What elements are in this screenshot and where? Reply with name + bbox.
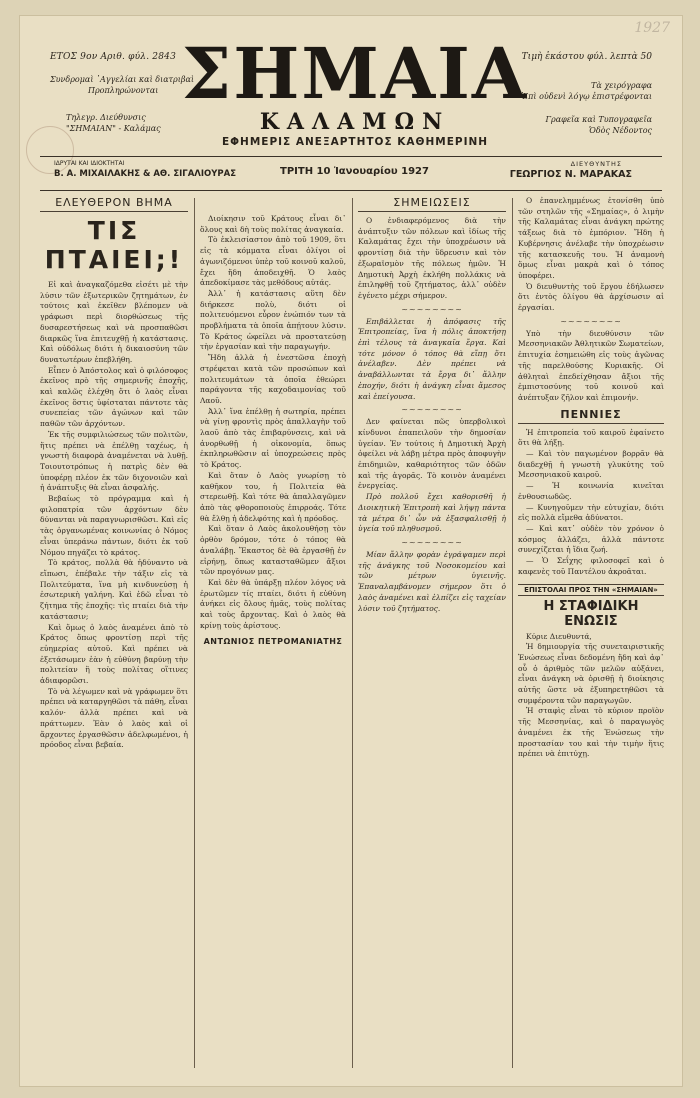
section-rubric: ΕΛΕΥΘΕΡΟΝ ΒΗΜΑ <box>40 196 188 212</box>
paragraph: Ἐκ τῆς συμφιλιώσεως τῶν πολιτῶν, ἥτις πρέπει νὰ ἐπέλθῃ ταχέως, ἡ γνωστὴ διαφορὰ ἀναμένεται νὰ λυθῇ. Τοιουτοτρόπως ἡ πατρὶς δὲν θὰ ὑποφέρῃ πλέον ἐκ τῶν διχονοιῶν καὶ ἡ ἀνάπτυξις θὰ εἶναι ἀσφαλής. <box>40 429 188 493</box>
founders: Β. Α. ΜΙΧΑΙΛΑΚΗΣ & ΑΘ. ΣΙΓΑΛΙΟΥΡΑΣ <box>54 169 237 179</box>
handwritten-note: 1927 <box>634 20 670 36</box>
paragraph: — Κυνηγοῦμεν τὴν εὐτυχίαν, διότι εἰς πολλὰ εἴμεθα ἀδύνατοι. <box>518 502 664 523</box>
issue-date: ΤΡΙΤΗ 10 Ἰανουαρίου 1927 <box>280 166 429 177</box>
paragraph: Ἀλλ᾿ ἡ κατάστασις αὕτη δὲν διήρκεσε πολὺ, διότι οἱ πολιτευόμενοι εὗρον ἐνώπιόν των τὰ προβλήματα τὰ ὁποῖα ἀπῄτουν λύσιν. Τὸ Κράτος ὠφείλει νὰ προστατεύσῃ τὴν ἐργασίαν καὶ τὴν παραγωγήν. <box>200 288 346 352</box>
telegraph-address: Τηλεγρ. Διεύθυνσις "ΣΗΜΑΙΑΝ" - Καλάμας <box>66 113 161 133</box>
paragraph: Ὁ διευθυντὴς τοῦ ἔργου ἐδήλωσεν ὅτι ἐντὸς ὀλίγου θὰ ἀρχίσωσιν αἱ ἐργασίαι. <box>518 281 664 313</box>
paragraph: — Ὁ Σεΐχης φιλοσοφεῖ καὶ ὁ καφενὲς τοῦ Παντέλου ἀκροᾶται. <box>518 556 664 576</box>
paragraph: Υπὸ τὴν διευθύνσιν τῶν Μεσσηνιακῶν Ἀθλητικῶν Σωματείων, ἐπιτυχία ἐσημειώθη εἰς τοὺς ἀγῶνας τῆς παρελθούσης Κυριακῆς. Οἱ ἀθληταὶ ἐπεδείχθησαν ἄξιοι τῆς ἐμπιστοσύνης τοῦ κοινοῦ καὶ ἀνέπτυξαν ζῆλον καὶ ἐπιμονήν. <box>518 328 664 402</box>
paragraph: Επιβάλλεται ἡ ἀπόφασις τῆς Ἐπιτροπείας, ἵνα ἡ πόλις ἀποκτήσῃ ἐπὶ τέλους τὰ ἀναγκαῖα ἔργα. Καὶ τότε μόνον ὁ τόπος θὰ εἴπῃ ὅτι ἀνέλαβεν. Δὲν πρέπει νὰ ἀναβάλλωνται τὰ ἔργα δι᾿ ἄλλην ἐποχήν, διότι ἡ ἀνάγκη εἶναι ἄμεσος καὶ ἐπείγουσα. <box>358 316 506 401</box>
paragraph: — Καὶ τὸν παγωμένον βορρᾶν θὰ διαδεχθῇ ἡ γνωστὴ γλυκύτης τοῦ Μεσσηνιακοῦ καιροῦ. <box>518 449 664 480</box>
section-rubric: ΣΗΜΕΙΩΣΕΙΣ <box>358 196 506 212</box>
paragraph: Ἤδη ἀλλὰ ἡ ἐνεστῶσα ἐποχὴ στρέφεται κατὰ τῶν προσώπων καὶ πολιτευμάτων τὰ ὁποῖα ἐθεώρει παράγοντα τῆς καχοδαιμονίας τοῦ Λαοῦ. <box>200 353 346 405</box>
author-signature: ΑΝΤΩΝΙΟΣ ΠΕΤΡΟΜΑΝΙΑΤΗΣ <box>203 637 343 647</box>
paragraph: Καὶ ὅταν ὁ Λαὸς γνωρίσῃ τὸ καθῆκον του, ἡ Πολιτεία θὰ στερεωθῇ. Καὶ τότε θὰ ἀπαλλαγῶμεν ἀπὸ τὰς φθοροποιοὺς ἐπιρροάς. Τότε θὰ ἔλθῃ ἡ ἀδελφότης καὶ ἡ πρόοδος. <box>200 470 346 523</box>
paragraph: Ἡ ἐπιτροπεία τοῦ καιροῦ ἐφαίνετο ὅτι θὰ λήξῃ. <box>518 427 664 448</box>
office-address: Γραφεῖα καὶ Τυπογραφεῖα Ὁδὸς Νέδοντος <box>545 115 652 135</box>
paragraph: Μίαν ἄλλην φορὰν ἐγράψαμεν περὶ τῆς ἀνάγκης τοῦ Νοσοκομείου καὶ τῶν μέτρων ὑγιεινῆς. Ἐπαναλαμβάνομεν σήμερον ὅτι ὁ λαὸς ἀναμένει καὶ ἐλπίζει εἰς ταχείαν λύσιν τοῦ ζητήματος. <box>358 549 506 613</box>
paragraph: — Ἡ κοινωνία κινεῖται ἐνθουσιωδῶς. <box>518 481 664 501</box>
column-3 <box>358 196 506 1076</box>
divider: ~~~~~~~~ <box>401 537 463 547</box>
divider: ~~~~~~~~ <box>401 405 463 415</box>
director-label: ΔΙΕΥΘΥΝΤΗΣ <box>570 160 622 168</box>
paragraph: Ἀλλ᾿ ἵνα ἐπέλθῃ ἡ σωτηρία, πρέπει νὰ γίνῃ φροντὶς πρὸς ἀπαλλαγὴν τοῦ λαοῦ ἀπὸ τὰς ἐπιβαρύνσεις, καὶ νὰ ἀνορθωθῇ ἡ οἰκονομία, ὅπως ἐκπληρωθῶσιν αἱ ὑποχρεώσεις πρὸς τὸ Κράτος. <box>200 406 346 470</box>
paragraph: Τὸ νὰ λέγωμεν καὶ νὰ γράφωμεν ὅτι πρέπει νὰ καταργηθῶσι τὰ πάθη, εἶναι καλόν· ἀλλὰ πρέπει καὶ νὰ πράττωμεν. Ἐὰν ὁ λαὸς καὶ οἱ ἄρχοντες ἐργασθῶσιν ἀδελφωμένοι, ἡ πρόοδος εἶναι βεβαία. <box>40 686 188 750</box>
paragraph: Ἡ σταφὶς εἶναι τὸ κύριον προϊὸν τῆς Μεσσηνίας, καὶ ὁ παραγωγὸς ἀναμένει ἐκ τῆς Ἑνώσεως τὴν προστασίαν του καὶ τὴν τιμὴν ἥτις πρέπει νὰ ἐπιτύχῃ. <box>518 706 664 759</box>
header-bottom-rule <box>40 190 662 191</box>
manuscript-note: Τὰ χειρόγραφα Ἐπὶ οὐδενὶ λόγῳ ἐπιστρέφονται <box>521 81 652 101</box>
issue-price: Τιμὴ ἑκάστου φύλ. λεπτὰ 50 <box>521 52 652 62</box>
paragraph: — Καὶ κατ᾿ οὐδὲν τὸν χρόνον ὁ κόσμος ἀλλάζει, ἀλλὰ πάντοτε συνεχίζεται ἡ ἴδια ζωή. <box>518 523 664 555</box>
paragraph: Πρὸ πολλοῦ ἔχει καθορισθῆ ἡ Διοικητικὴ Ἐπιτροπὴ καὶ λήψῃ πάντα τὰ μέτρα δι᾿ ὧν νὰ ἐξασφαλισθῇ ἡ ὑγεία τοῦ πληθυσμοῦ. <box>358 492 506 534</box>
column-divider <box>194 198 195 1068</box>
paragraph: Καὶ δὲν θὰ ὑπάρξῃ πλέον λόγος νὰ ἐρωτῶμεν τίς πταίει, διότι ἡ εὐθύνη ἀνήκει εἰς ὅλους ἡμᾶς, τοὺς πολίτας καὶ τοὺς ἄρχοντας. Καὶ ὁ λαὸς θὰ κρίνῃ τοὺς ἀρίστους. <box>200 577 346 630</box>
article-headline: ΤΙΣ ΠΤΑΙΕΙ;! <box>44 216 184 274</box>
paragraph: Καὶ ὅμως ὁ λαὸς ἀναμένει ἀπὸ τὸ Κράτος ὅπως φροντίσῃ περὶ τῆς εὐημερίας αὐτοῦ. Καὶ πρέπει νὰ ἐξετάσωμεν ἐὰν ἡ εὐθύνη βαρύνῃ τὴν πολιτείαν ἢ τοὺς πολίτας οἵτινες ἀδιαφορῶσι. <box>40 622 188 686</box>
masthead-rule <box>40 156 662 157</box>
newspaper-page <box>20 16 682 1086</box>
section-heading-stafidiki: Η ΣΤΑΦΙΔΙΚΗ ΕΝΩΣΙΣ <box>543 598 639 629</box>
paragraph: Ἡ δημιουργία τῆς συνεταιριστικῆς Ἑνώσεως εἶναι δεδομένη ἤδη καὶ ἀφ᾿ οὗ ὁ ἀριθμὸς τῶν μελῶν αὐξάνει, εἶναι ἀνάγκη νὰ ὁρισθῇ ἡ διοίκησις αὐτῆς ὥστε νὰ ἐξυπηρετηθῶσι τὰ συμφέροντα τῶν παραγωγῶν. <box>518 642 664 705</box>
paragraph: Βεβαίως τὸ πρόγραμμα καὶ ἡ φιλοπατρία τῶν ἀρχόντων δὲν δύνανται νὰ παραγνωρισθῶσι. Καὶ εἰς τὰς ὀργανωμένας κοινωνίας ὁ Νόμος εἶναι ὑπεράνω πάντων, διότι ἐκ τοῦ Νόμου πηγάζει τὸ κράτος. <box>40 494 188 557</box>
paragraph: Καὶ ὅταν ὁ Λαὸς ἀκολουθήσῃ τὸν ὀρθὸν δρόμον, τότε ὁ τόπος θὰ ἀναλάβῃ. Ἕκαστος δὲ θὰ ἐργασθῇ ἐν εἰρήνῃ, ὅπως κατασταθῶμεν ἄξιοι τῶν προγόνων μας. <box>200 524 346 577</box>
paragraph: Εἰ καὶ ἀναγκαζόμεθα εἰσέτι μὲ τὴν λύσιν τῶν ἐξωτερικῶν ζητημάτων, ἐν τούτοις καὶ ἐκεῖθεν βλέπομεν νὰ γράφωσι περὶ διορθώσεως τῆς δυσαρεστήσεως καὶ νὰ προσπαθῶσι διαρκῶς ἵνα ἐπιτευχθῇ ἡ κατάστασις. Καὶ οὐδόλως διότι ἡ δικαιοσύνη τῶν δυνατωτέρων ἐπεβλήθη. <box>40 280 188 364</box>
paragraph: Δεν φαίνεται πῶς ὑπερβολικοὶ κίνδυνοι ἐπαπειλοῦν τὴν δημοσίαν ὑγείαν. Ἐν τούτοις ἡ Δημοτικὴ Ἀρχὴ ὀφείλει νὰ λάβῃ μέτρα πρὸς ἀποφυγὴν ἐπιδημιῶν, καθαριότητος τῶν ὁδῶν καὶ τῆς ἀγορᾶς. Τὸ κοινὸν ἀναμένει ἐνεργείας. <box>358 417 506 491</box>
paragraph: Εἶπεν ὁ Ἀπόστολος καὶ ὁ φιλόσοφος ἐκεῖνος πρὸ τῆς σημερινῆς ἐποχῆς, καὶ καλῶς ἐλέχθη ὅτι ὁ λαὸς εἶναι ἐκεῖνος ὅστις ὑφίσταται πάντοτε τὰς συνεπείας τῶν ἀγώνων καὶ τῶν παθῶν τῶν ἀρχόντων. <box>40 365 188 429</box>
paragraph: Τὸ κράτος, πολλὰ θὰ ἠδύναντο νὰ εἴπωσι, ἐπέβαλε τὴν τάξιν εἰς τὰ Πολιτεύματα, ἵνα μὴ κινδυνεύσῃ ἡ ἐσωτερικὴ γαλήνη. Καὶ ἐδῶ εἶναι τὸ ζήτημα τῆς ἐποχῆς: τὶς πταίει διὰ τὴν κατάστασιν; <box>40 558 188 621</box>
paragraph: Τὸ ἐκλεισίαστον ἀπὸ τοῦ 1909, ὅτι εἰς τὰ κόμματα εἶναι ὀλίγοι οἱ ἀγωνιζόμενοι ὑπὲρ τοῦ κοινοῦ καλοῦ, ἔχει ἤδη ἀποδειχθῆ. Ὁ λαὸς ἀπεδοκίμασε τὰς μεθόδους αὐτάς. <box>200 235 346 288</box>
paragraph: Ο ἐνδιαφερόμενος διὰ τὴν ἀνάπτυξιν τῶν πόλεων καὶ ἰδίως τῆς Καλαμάτας ἔχει τὴν ὑποχρέωσιν νὰ φροντίσῃ διὰ τὴν ὕδρευσιν καὶ τὸν ἐξωραϊσμὸν τῆς πόλεως ἡμῶν. Ἡ Δημοτικὴ Ἀρχὴ ἐκλήθη πολλάκις νὰ ἐπιληφθῇ τοῦ ζητήματος, ἀλλ᾿ οὐδὲν ἐγένετο μέχρι σήμερον. <box>358 216 506 300</box>
column-divider <box>512 198 513 1068</box>
info-bar <box>40 160 662 190</box>
subscription-note: Συνδρομαὶ ᾿Αγγελίαι καὶ διατριβαὶ Προπληρώνονται <box>50 75 195 95</box>
column-2 <box>200 196 346 1076</box>
paragraph: Διοίκησιν τοῦ Κράτους εἶναι δι᾿ ὅλους καὶ δὴ τοὺς πολίτας ἀναγκαία. <box>200 214 346 234</box>
column-1 <box>40 196 188 1076</box>
divider: ~~~~~~~~ <box>401 304 463 314</box>
paragraph: Κύριε Διευθυντά, <box>526 631 592 641</box>
section-heading-pennies: ΠΕΝΝΙΕΣ <box>518 408 664 424</box>
column-divider <box>352 198 353 1068</box>
newspaper-subtitle: ΚΑΛΑΜΩΝ <box>259 109 451 135</box>
letters-label: ΕΠΙΣΤΟΛΑΙ ΠΡΟΣ ΤΗΝ «ΣΗΜΑΙΑΝ» <box>518 584 664 596</box>
issue-number: ΕΤΟΣ 9ον Αριθ. φύλ. 2843 <box>50 52 177 62</box>
director-name: ΓΕΩΡΓΙΟΣ Ν. ΜΑΡΑΚΑΣ <box>509 169 632 180</box>
paragraph: Ο ἐπανελημμένως ἐτονίσθη ὑπὸ τῶν στηλῶν τῆς «Σημαίας», ὁ λιμὴν τῆς Καλαμάτας εἶναι ἀνάγκη πρώτης τάξεως διὰ τὸ ἐμπόριον. Ἤδη ἡ Κυβέρνησις ἀνέλαβε τὴν ὑποχρέωσιν τῆς κατασκευῆς του. Ἡ ἀναμονὴ ὅμως εἶναι μακρὰ καὶ ὁ τόπος ὑποφέρει. <box>518 196 664 280</box>
masthead <box>20 16 682 176</box>
founders-label: ΙΔΡΥΤΑΙ ΚΑΙ ΙΔΙΟΚΤΗΤΑΙ <box>54 160 125 167</box>
newspaper-title: ΣΗΜΑΙΑ <box>181 32 529 115</box>
column-4 <box>518 196 664 1076</box>
newspaper-tagline: ΕΦΗΜΕΡΙΣ ΑΝΕΞΑΡΤΗΤΟΣ ΚΑΘΗΜΕΡΙΝΗ <box>221 136 489 148</box>
divider: ~~~~~~~~ <box>560 316 622 326</box>
